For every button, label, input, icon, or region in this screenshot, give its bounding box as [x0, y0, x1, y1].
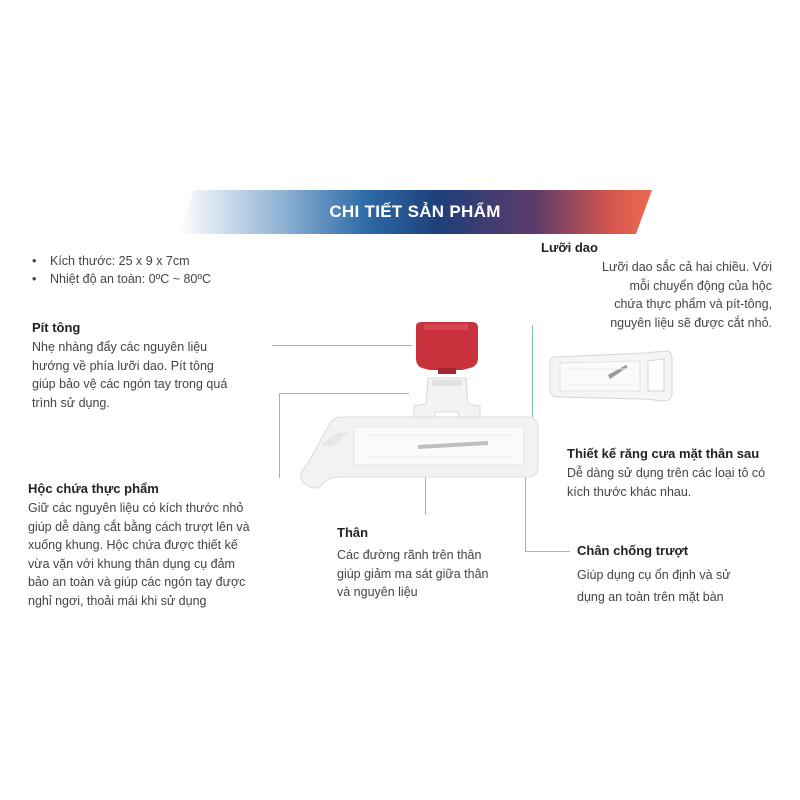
holder-line: xuống khung. Hộc chứa được thiết kế	[28, 538, 238, 552]
holder-line: nghỉ ngơi, thoải mái khi sử dụng	[28, 593, 207, 608]
feet-description	[577, 564, 787, 608]
blade-description	[532, 258, 772, 332]
holder-line: giúp dễ dàng cắt bằng cách trượt lên và	[28, 519, 250, 534]
piston-image	[410, 320, 490, 430]
back-design-description	[567, 464, 787, 501]
feet-callout-horizontal	[525, 551, 570, 552]
holder-callout-horizontal	[279, 393, 409, 394]
body-line: và nguyên liệu	[337, 585, 418, 599]
feet-line: dụng an toàn trên mặt bàn	[577, 590, 724, 604]
piston-line: Nhẹ nhàng đẩy các nguyên liệu	[32, 340, 208, 354]
piston-line: giúp bảo vệ các ngón tay trong quá	[32, 377, 228, 391]
blade-line: mỗi chuyển động của hộc	[629, 278, 772, 293]
blade-line: nguyên liệu sẽ được cắt nhỏ.	[610, 315, 772, 330]
piston-line: trình sử dụng.	[32, 395, 110, 410]
holder-description	[28, 499, 278, 610]
feet-line: Giúp dụng cụ ổn định và sử	[577, 568, 731, 582]
specs-list	[32, 252, 211, 288]
blade-line: Lưỡi dao sắc cả hai chiều. Với	[602, 260, 772, 274]
holder-callout-vertical	[279, 393, 280, 478]
body-line: giúp giảm ma sát giữa thân	[337, 566, 489, 581]
piston-line: hướng về phía lưỡi dao. Pít tông	[32, 358, 214, 373]
slicer-body-image	[298, 415, 543, 490]
body-title: Thân	[337, 525, 369, 540]
piston-title: Pít tông	[32, 320, 81, 335]
feet-title: Chân chống trượt	[577, 543, 689, 558]
spec-size: • Kích thước: 25 x 9 x 7cm	[32, 252, 211, 270]
spec-temperature: • Nhiệt độ an toàn: 0ºC ~ 80ºC	[32, 270, 211, 288]
blade-title: Lưỡi dao	[541, 240, 598, 255]
holder-line: bảo an toàn và giúp các ngón tay được	[28, 575, 246, 589]
holder-title: Hộc chứa thực phẩm	[28, 481, 159, 496]
banner-title: CHI TIẾT SẢN PHẨM	[329, 202, 501, 221]
piston-callout-line	[272, 345, 412, 346]
blade-line: chứa thực phẩm và pít-tông,	[614, 297, 772, 311]
holder-line: Giữ các nguyên liệu có kích thước nhỏ	[28, 501, 244, 515]
body-description	[337, 546, 527, 602]
blade-back-image	[548, 345, 673, 405]
body-line: Các đường rãnh trên thân	[337, 548, 482, 562]
back-design-line: Dễ dàng sử dụng trên các loại tô có	[567, 466, 766, 480]
piston-description	[32, 338, 267, 412]
back-design-line: kích thước khác nhau.	[567, 484, 692, 499]
holder-line: vừa vặn với khung thân dụng cụ đảm	[28, 556, 235, 571]
back-design-title: Thiết kế răng cưa mặt thân sau	[567, 446, 760, 461]
